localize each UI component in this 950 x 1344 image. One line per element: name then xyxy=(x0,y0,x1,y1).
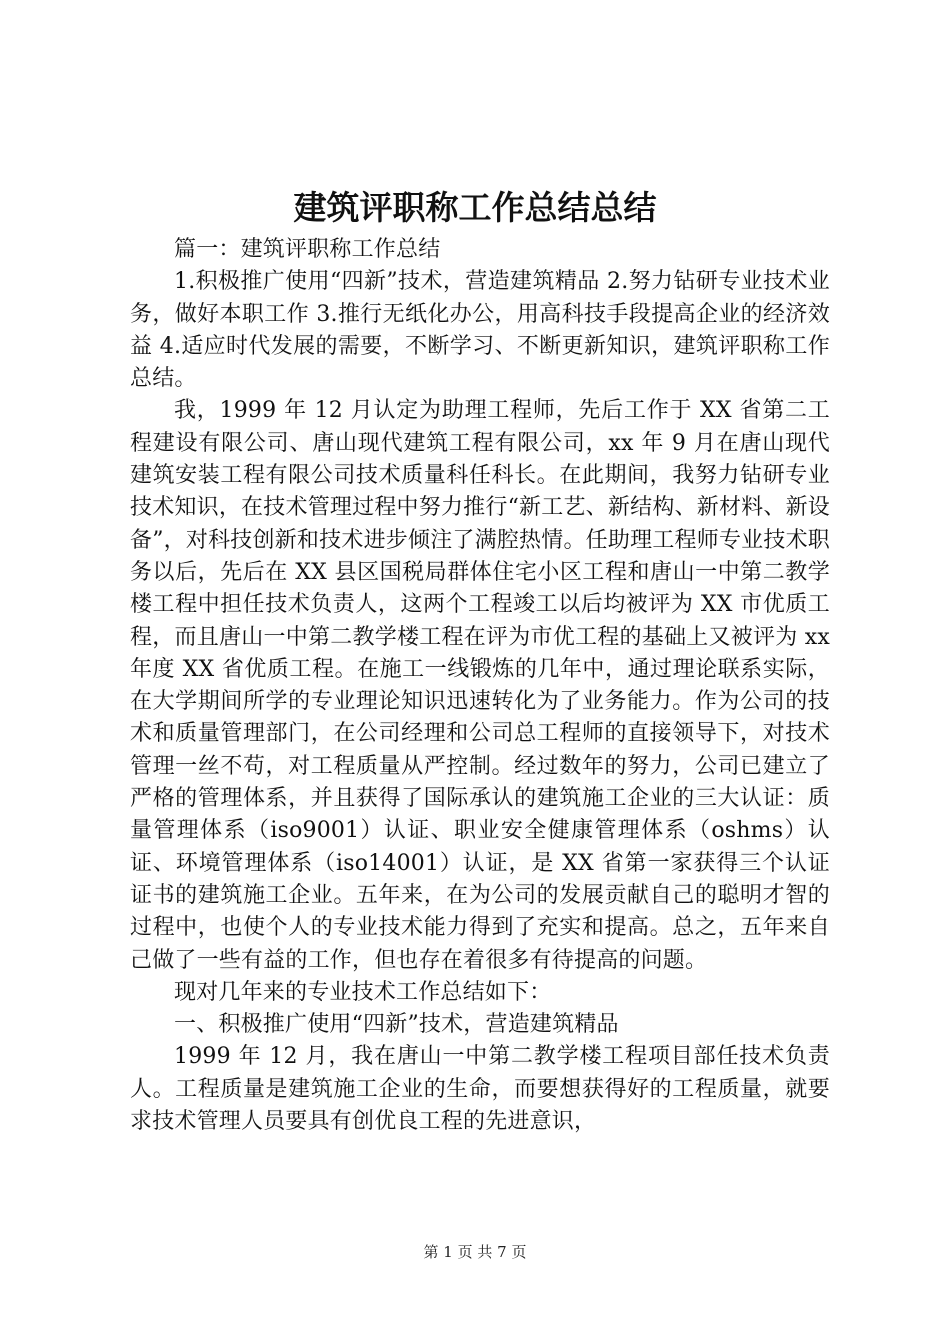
page-footer: 第 1 页 共 7 页 xyxy=(423,1243,527,1261)
body-paragraph: 1.积极推广使用“四新”技术，营造建筑精品 2.努力钻研专业技术业务，做好本职工作 3.推行无纸化办公，用高科技手段提高企业的经济效益 4.适应时代发展的需要，不断学习、不断更新知识，建筑评职称工作总结。 xyxy=(130,269,830,392)
document-title: 建筑评职称工作总结总结 xyxy=(293,188,657,227)
section-heading: 篇一：建筑评职称工作总结 xyxy=(174,237,441,262)
body-paragraph: 1999 年 12 月，我在唐山一中第二教学楼工程项目部任技术负责人。工程质量是建筑施工企业的生命，而要想获得好的工程质量，就要求技术管理人员要具有创优良工程的先进意识， xyxy=(130,1044,830,1135)
document-body xyxy=(130,234,830,1138)
section-heading: 一、积极推广使用“四新”技术，营造建筑精品 xyxy=(174,1012,619,1038)
body-paragraph: 现对几年来的专业技术工作总结如下： xyxy=(174,979,552,1005)
body-paragraph: 我，1999 年 12 月认定为助理工程师，先后工作于 XX 省第二工程建设有限公司、唐山现代建筑工程有限公司，xx 年 9 月在唐山现代建筑安装工程有限公司技术质量科任科长。在此期间，我努力钻研专业技术知识，在技术管理过程中努力推行“新工艺、新结构、新材料、新设备”，对科技创新和技术进步倾注了满腔热情。任助理工程师专业技术职务以后，先后在 XX 县区国税局群体住宅小区工程和唐山一中第二教学楼工程中担任技术负责人，这两个工程竣工以后均被评为 XX 市优质工程，而且唐山一中第二教学楼工程在评为市优工程的基础上又被评为 xx 年度 XX 省优质工程。在施工一线锻炼的几年中，通过理论联系实际，在大学期间所学的专业理论知识迅速转化为了业务能力。作为公司的技术和质量管理部门，在公司经理和公司总工程师的直接领导下，对技术管理一丝不苟，对工程质量从严控制。经过数年的努力，公司已建立了严格的管理体系，并且获得了国际承认的建筑施工企业的三大认证：质量管理体系（iso9001）认证、职业安全健康管理体系（oshms）认证、环境管理体系（iso14001）认证，是 XX 省第一家获得三个认证证书的建筑施工企业。五年来，在为公司的发展贡献自己的聪明才智的过程中，也使个人的专业技术能力得到了充实和提高。总之，五年来自己做了一些有益的工作，但也存在着很多有待提高的问题。 xyxy=(130,398,830,973)
